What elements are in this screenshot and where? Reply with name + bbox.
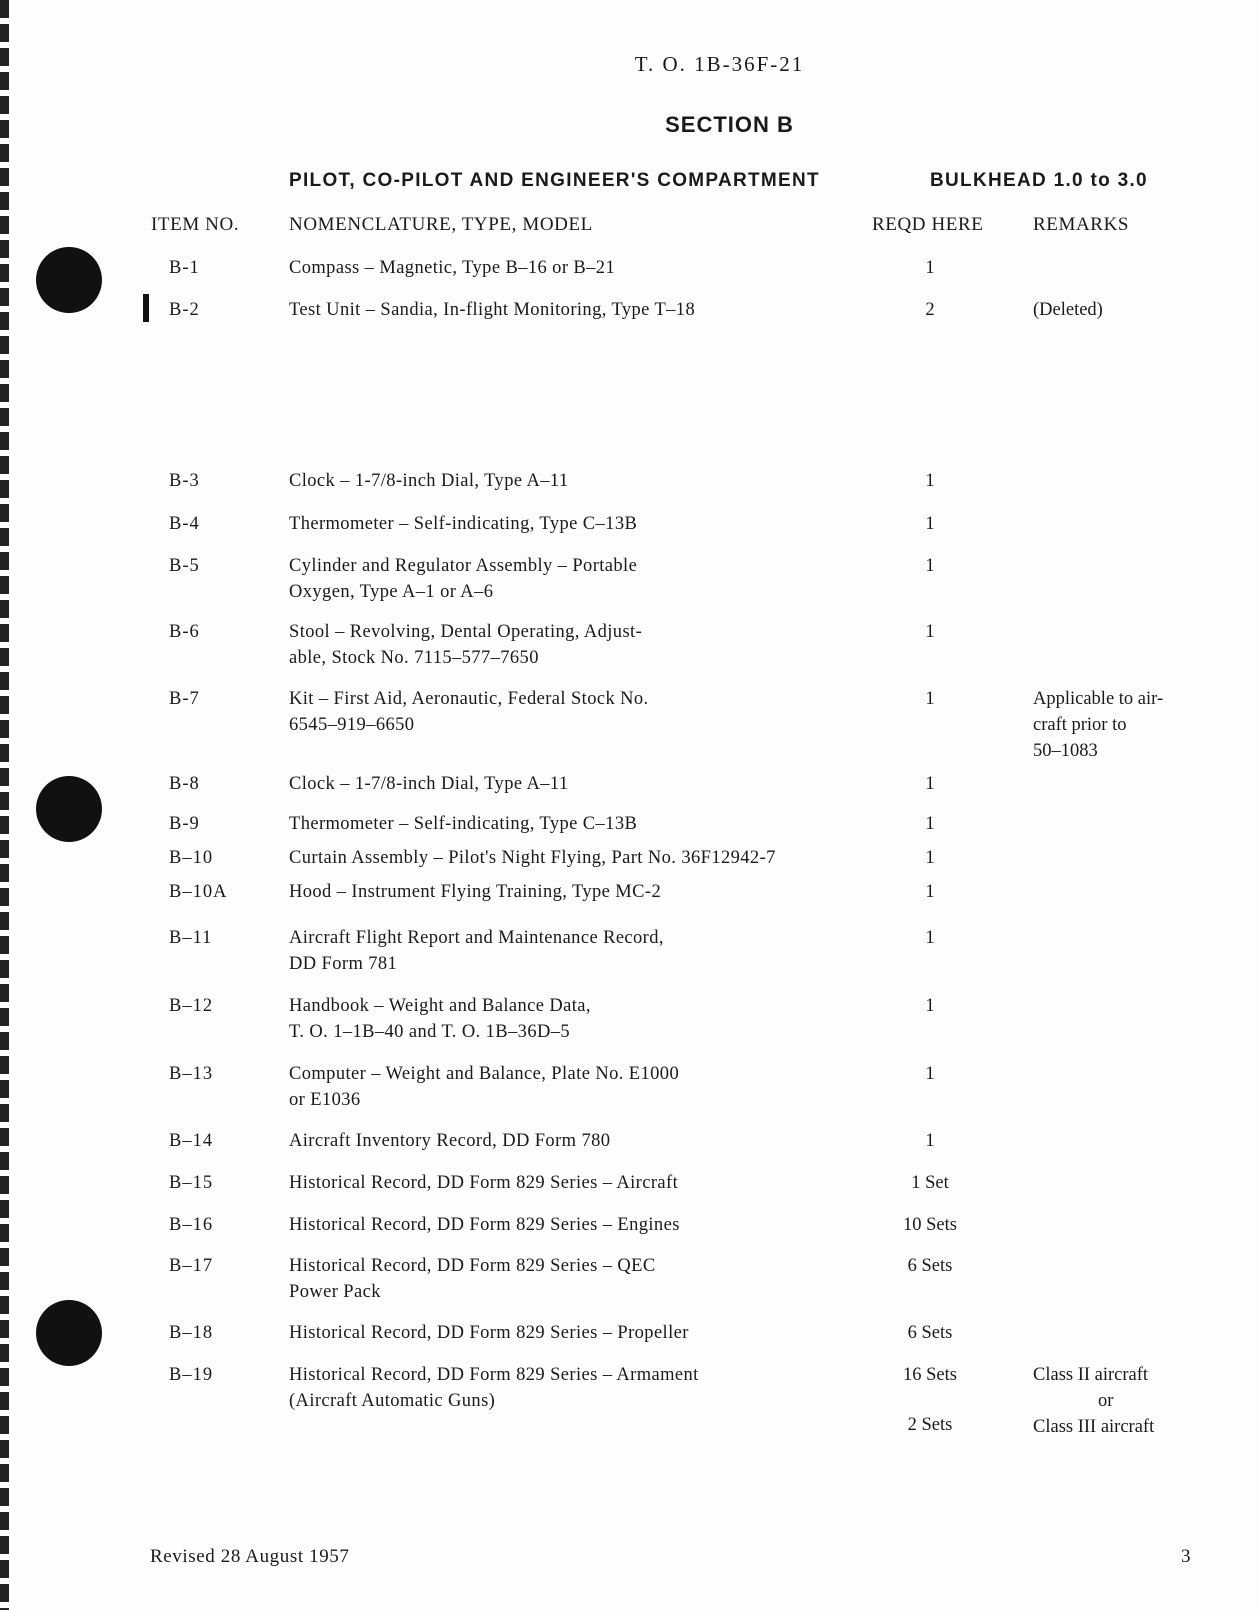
nomenclature-line: Clock – 1-7/8-inch Dial, Type A–11 (289, 471, 569, 491)
nomenclature-line: Computer – Weight and Balance, Plate No. E1000 (289, 1064, 680, 1084)
item-number: B-8 (169, 774, 200, 794)
section-title: SECTION B (665, 112, 794, 137)
item-nomenclature (289, 1128, 909, 1154)
item-quantity: 1 (925, 514, 935, 534)
item-nomenclature (289, 255, 909, 281)
nomenclature-line: Hood – Instrument Flying Training, Type MC-2 (289, 882, 662, 902)
col-header-nomenclature: NOMENCLATURE, TYPE, MODEL (289, 214, 593, 235)
item-nomenclature (289, 1253, 909, 1305)
nomenclature-line: Historical Record, DD Form 829 Series – Armament (289, 1365, 699, 1385)
item-number: B-2 (169, 300, 200, 320)
remark-line: Class II aircraft (1033, 1365, 1149, 1385)
item-nomenclature (289, 1170, 909, 1196)
remark-line: Applicable to air- (1033, 689, 1164, 709)
bulkhead-range: BULKHEAD 1.0 to 3.0 (930, 170, 1148, 191)
item-quantity: 16 Sets (903, 1365, 957, 1385)
nomenclature-line: Aircraft Inventory Record, DD Form 780 (289, 1131, 611, 1151)
item-number: B–18 (169, 1323, 214, 1343)
punch-hole (36, 247, 102, 313)
item-number: B–16 (169, 1215, 214, 1235)
nomenclature-line: Clock – 1-7/8-inch Dial, Type A–11 (289, 774, 569, 794)
item-number: B–12 (169, 996, 214, 1016)
nomenclature-line: Cylinder and Regulator Assembly – Portable (289, 556, 638, 576)
item-quantity: 1 Set (911, 1173, 949, 1193)
item-nomenclature (289, 1212, 909, 1238)
item-quantity: 1 (925, 996, 935, 1016)
item-quantity: 6 Sets (907, 1323, 953, 1343)
item-nomenclature (289, 297, 909, 323)
item-number: B-4 (169, 514, 200, 534)
change-bar (143, 294, 149, 322)
nomenclature-line: or E1036 (289, 1090, 361, 1110)
nomenclature-line: able, Stock No. 7115–577–7650 (289, 648, 539, 668)
item-quantity: 1 (925, 622, 935, 642)
nomenclature-line: Stool – Revolving, Dental Operating, Adjust- (289, 622, 643, 642)
item-nomenclature (289, 1362, 909, 1414)
item-remarks (1033, 686, 1163, 764)
item-number: B-9 (169, 814, 200, 834)
item-nomenclature (289, 811, 909, 837)
nomenclature-line: Oxygen, Type A–1 or A–6 (289, 582, 494, 602)
nomenclature-line: DD Form 781 (289, 954, 398, 974)
item-nomenclature (289, 845, 909, 871)
nomenclature-line: Aircraft Flight Report and Maintenance Record, (289, 928, 664, 948)
nomenclature-line: Test Unit – Sandia, In-flight Monitoring, Type T–18 (289, 300, 696, 320)
item-quantity: 2 (925, 300, 935, 320)
remark-line: 50–1083 (1033, 741, 1098, 761)
item-nomenclature (289, 771, 909, 797)
item-remarks (1033, 1362, 1154, 1440)
nomenclature-line: Historical Record, DD Form 829 Series – QEC (289, 1256, 656, 1276)
item-number: B–17 (169, 1256, 214, 1276)
remark-line: (Deleted) (1033, 300, 1103, 320)
item-number: B-3 (169, 471, 200, 491)
nomenclature-line: Curtain Assembly – Pilot's Night Flying, Part No. 36F12942-7 (289, 848, 776, 868)
nomenclature-line: Historical Record, DD Form 829 Series – Propeller (289, 1323, 689, 1343)
remark-line: or (1098, 1391, 1114, 1411)
item-nomenclature (289, 993, 909, 1045)
binding-edge (0, 0, 9, 1610)
item-nomenclature (289, 686, 909, 738)
item-quantity: 1 (925, 471, 935, 491)
item-number: B–13 (169, 1064, 214, 1084)
nomenclature-line: 6545–919–6650 (289, 715, 415, 735)
nomenclature-line: Historical Record, DD Form 829 Series – Aircraft (289, 1173, 679, 1193)
item-nomenclature (289, 925, 909, 977)
item-number: B–10 (169, 848, 214, 868)
item-number: B–11 (169, 928, 213, 948)
item-number: B-5 (169, 556, 200, 576)
item-quantity: 1 (925, 258, 935, 278)
item-number: B–14 (169, 1131, 214, 1151)
item-nomenclature (289, 468, 909, 494)
item-quantity-alt: 2 Sets (907, 1415, 953, 1435)
revision-date: Revised 28 August 1957 (150, 1546, 350, 1567)
nomenclature-line: Compass – Magnetic, Type B–16 or B–21 (289, 258, 616, 278)
item-quantity: 1 (925, 774, 935, 794)
item-nomenclature (289, 511, 909, 537)
nomenclature-line: T. O. 1–1B–40 and T. O. 1B–36D–5 (289, 1022, 571, 1042)
nomenclature-line: Historical Record, DD Form 829 Series – Engines (289, 1215, 680, 1235)
item-number: B-1 (169, 258, 200, 278)
item-quantity: 1 (925, 928, 935, 948)
item-number: B-6 (169, 622, 200, 642)
item-quantity: 1 (925, 1131, 935, 1151)
item-quantity: 1 (925, 1064, 935, 1084)
item-number: B–19 (169, 1365, 214, 1385)
item-quantity: 1 (925, 814, 935, 834)
nomenclature-line: Power Pack (289, 1282, 381, 1302)
nomenclature-line: Kit – First Aid, Aeronautic, Federal Stock No. (289, 689, 649, 709)
item-nomenclature (289, 1320, 909, 1346)
item-number: B–15 (169, 1173, 214, 1193)
item-number: B-7 (169, 689, 200, 709)
item-nomenclature (289, 1061, 909, 1113)
nomenclature-line: Thermometer – Self-indicating, Type C–13B (289, 514, 638, 534)
item-quantity: 6 Sets (907, 1256, 953, 1276)
item-nomenclature (289, 619, 909, 671)
document-id: T. O. 1B-36F-21 (634, 52, 805, 76)
nomenclature-line: (Aircraft Automatic Guns) (289, 1391, 496, 1411)
item-remarks (1033, 297, 1103, 323)
item-quantity: 1 (925, 848, 935, 868)
remark-line: Class III aircraft (1033, 1417, 1155, 1437)
item-quantity: 1 (925, 689, 935, 709)
col-header-item: ITEM NO. (151, 214, 240, 235)
col-header-remarks: REMARKS (1033, 214, 1130, 235)
item-quantity: 1 (925, 556, 935, 576)
item-nomenclature (289, 553, 909, 605)
item-quantity: 1 (925, 882, 935, 902)
punch-hole (36, 776, 102, 842)
item-nomenclature (289, 879, 909, 905)
item-quantity: 10 Sets (903, 1215, 957, 1235)
item-number: B–10A (169, 882, 228, 902)
remark-line: craft prior to (1033, 715, 1127, 735)
page-number: 3 (1181, 1546, 1192, 1567)
nomenclature-line: Handbook – Weight and Balance Data, (289, 996, 591, 1016)
col-header-qty: REQD HERE (872, 214, 984, 235)
compartment-title: PILOT, CO-PILOT AND ENGINEER'S COMPARTMENT (289, 170, 820, 191)
punch-hole (36, 1300, 102, 1366)
nomenclature-line: Thermometer – Self-indicating, Type C–13B (289, 814, 638, 834)
